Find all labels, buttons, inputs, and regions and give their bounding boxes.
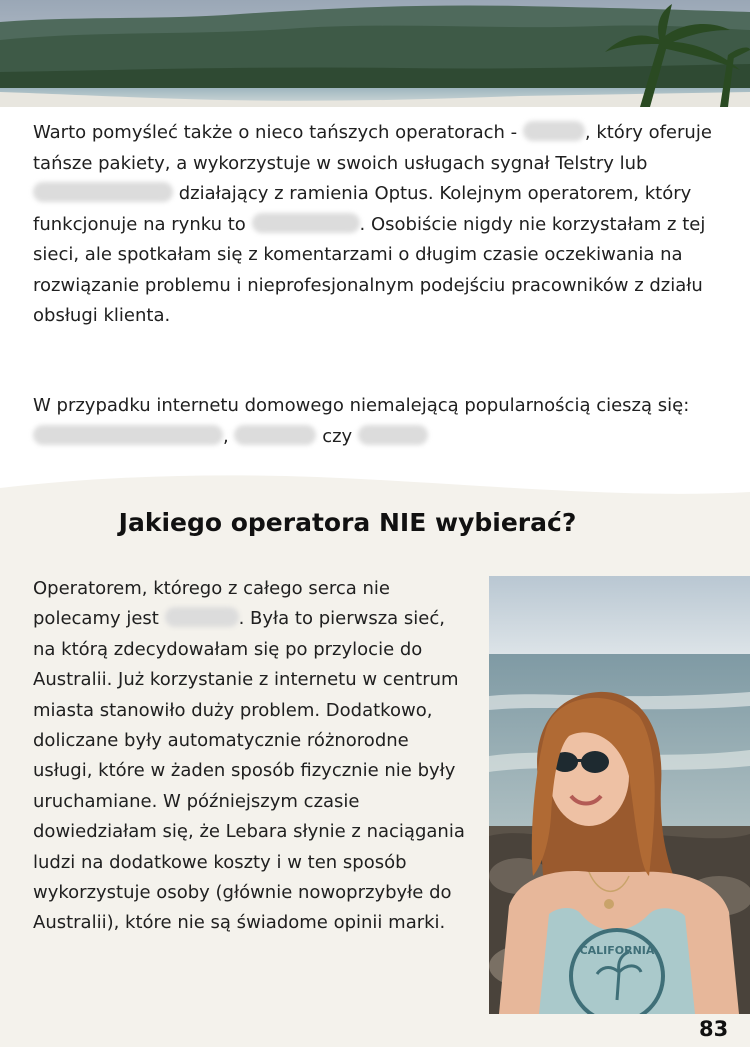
paragraph-text: czy	[322, 425, 353, 447]
redacted-operator-name	[234, 425, 316, 445]
redacted-operator-name	[33, 425, 223, 445]
paragraph-text: , który oferuje tańsze pakiety, a wykorzystuje w swoich usługach sygnał Telstry lub	[33, 122, 712, 174]
avoid-operator-paragraph	[33, 574, 473, 939]
redacted-operator-name	[358, 425, 428, 445]
redacted-operator-name	[523, 121, 585, 141]
section-heading: Jakiego operatora NIE wybierać?	[118, 508, 577, 537]
paragraph-text: Warto pomyśleć także o nieco tańszych operatorach -	[33, 122, 518, 143]
redacted-operator-name	[165, 607, 239, 627]
intro-paragraph	[33, 118, 733, 332]
redacted-operator-name	[33, 182, 173, 202]
paragraph-text: ,	[223, 425, 229, 447]
paragraph-text: Operatorem, którego z całego serca nie polecamy jest	[33, 578, 390, 630]
redacted-operator-name	[252, 213, 360, 233]
paragraph-text: . Osobiście nigdy nie korzystałam z tej sieci, ale spotkałam się z komentarzami o długim czasie oczekiwania na rozwiązanie problemu i nieprofesjonalnym podejściu pracowników z działu obsługi klienta.	[33, 213, 706, 326]
paragraph-text: W przypadku internetu domowego niemalejącą popularnością cieszą się:	[33, 395, 690, 416]
home-internet-paragraph	[33, 391, 733, 452]
paragraph-text: działający z ramienia Optus. Kolejnym operatorem, który funkcjonuje na rynku to	[33, 183, 692, 235]
header-banner-image	[0, 0, 750, 107]
page-number: 83	[699, 1017, 729, 1041]
woman-at-beach-photo	[489, 576, 750, 1014]
shirt-text: CALIFORNIA	[579, 944, 655, 957]
paragraph-text: . Była to pierwsza sieć, na którą zdecydowałam się po przylocie do Australii. Już korzystanie z internetu w centrum miasta stanowiło duży problem. Dodatkowo, doliczane były automatycznie różnorodne usługi, które w żaden sposób fizycznie nie były uruchamiane. W późniejszym czasie dowiedziałam się, że Lebara słynie z naciągania ludzi na dodatkowe koszty i w ten sposób wykorzystuje osoby (głównie nowoprzybyłe do Australii), które nie są świadome opinii marki.	[33, 608, 465, 934]
